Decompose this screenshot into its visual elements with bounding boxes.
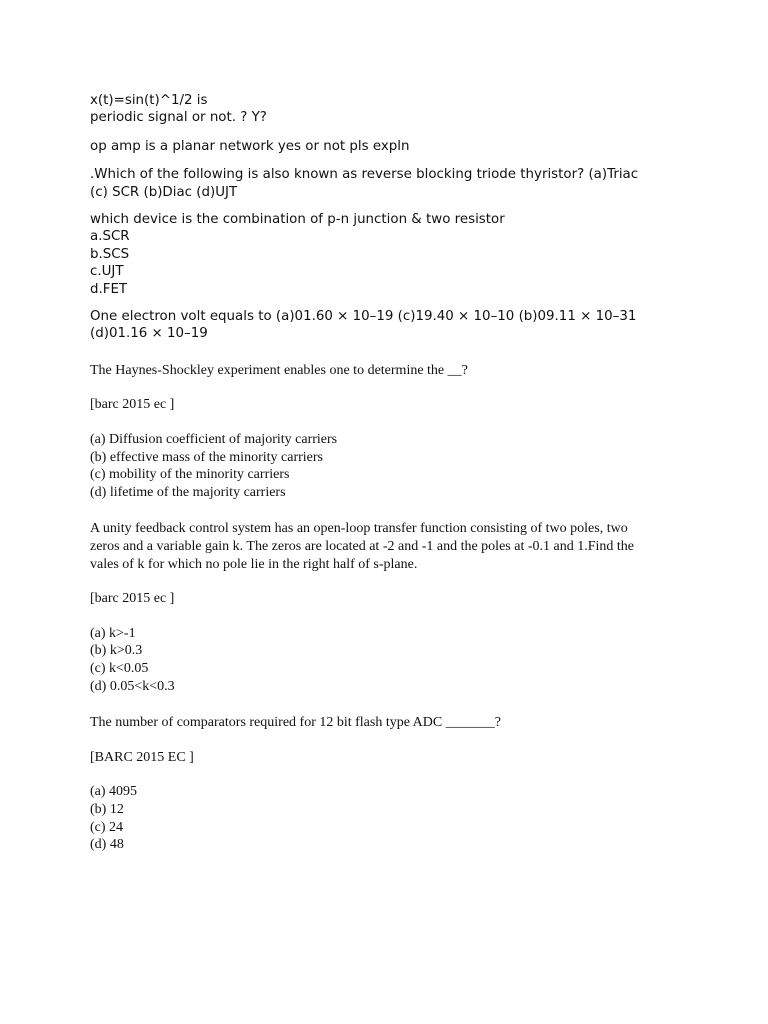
option-line: (d) 0.05<k<0.3: [90, 678, 175, 694]
option-line: (c) 24: [90, 819, 124, 835]
question-text: The Haynes-Shockley experiment enables one to determine the __?: [90, 362, 468, 378]
question-control-system: [90, 520, 690, 695]
text-line: (d)01.16 × 10–19: [90, 326, 208, 342]
option-line: (a) 4095: [90, 784, 138, 800]
question-haynes-shockley: [90, 362, 690, 502]
question-op-amp: [90, 138, 690, 155]
text-line: which device is the combination of p-n junction & two resistor: [90, 212, 505, 228]
document-page: [90, 92, 690, 854]
source-tag: [BARC 2015 EC ]: [90, 749, 194, 765]
question-electron-volt: [90, 308, 690, 343]
question-text: A unity feedback control system has an open-loop transfer function consisting of two poles, two: [90, 521, 628, 537]
option-line: d.FET: [90, 281, 128, 297]
option-line: (a) k>-1: [90, 625, 136, 641]
source-tag: [barc 2015 ec ]: [90, 591, 175, 607]
question-text: vales of k for which no pole lie in the right half of s-plane.: [90, 556, 418, 572]
question-text: The number of comparators required for 12 bit flash type ADC _______?: [90, 715, 501, 731]
option-line: a.SCR: [90, 229, 130, 245]
question-periodic-signal: [90, 92, 690, 127]
question-thyristor: [90, 166, 690, 201]
option-line: (b) k>0.3: [90, 643, 143, 659]
option-line: (b) effective mass of the minority carriers: [90, 449, 323, 465]
question-device-combination: [90, 211, 690, 298]
text-line: periodic signal or not. ? Y?: [90, 110, 267, 126]
option-line: b.SCS: [90, 246, 130, 262]
option-line: (c) mobility of the minority carriers: [90, 467, 290, 483]
text-line: x(t)=sin(t)^1/2 is: [90, 93, 208, 108]
options-list: [90, 431, 690, 501]
options-list: [90, 783, 690, 853]
text-line: (c) SCR (b)Diac (d)UJT: [90, 184, 238, 200]
text-line: One electron volt equals to (a)01.60 × 10–19 (c)19.40 × 10–10 (b)09.11 × 10–31: [90, 309, 637, 325]
option-line: c.UJT: [90, 264, 124, 280]
source-tag: [barc 2015 ec ]: [90, 397, 175, 413]
text-line: .Which of the following is also known as reverse blocking triode thyristor? (a)Triac: [90, 167, 639, 183]
option-line: (a) Diffusion coefficient of majority carriers: [90, 432, 338, 448]
text-line: op amp is a planar network yes or not pls expln: [90, 138, 410, 154]
options-list: [90, 625, 690, 695]
option-line: (d) lifetime of the majority carriers: [90, 484, 286, 500]
option-line: (b) 12: [90, 801, 124, 817]
question-text: zeros and a variable gain k. The zeros are located at -2 and -1 and the poles at -0.1 and 1.Find the: [90, 539, 634, 555]
option-line: (d) 48: [90, 837, 124, 853]
option-line: (c) k<0.05: [90, 661, 149, 676]
question-flash-adc: [90, 714, 690, 854]
